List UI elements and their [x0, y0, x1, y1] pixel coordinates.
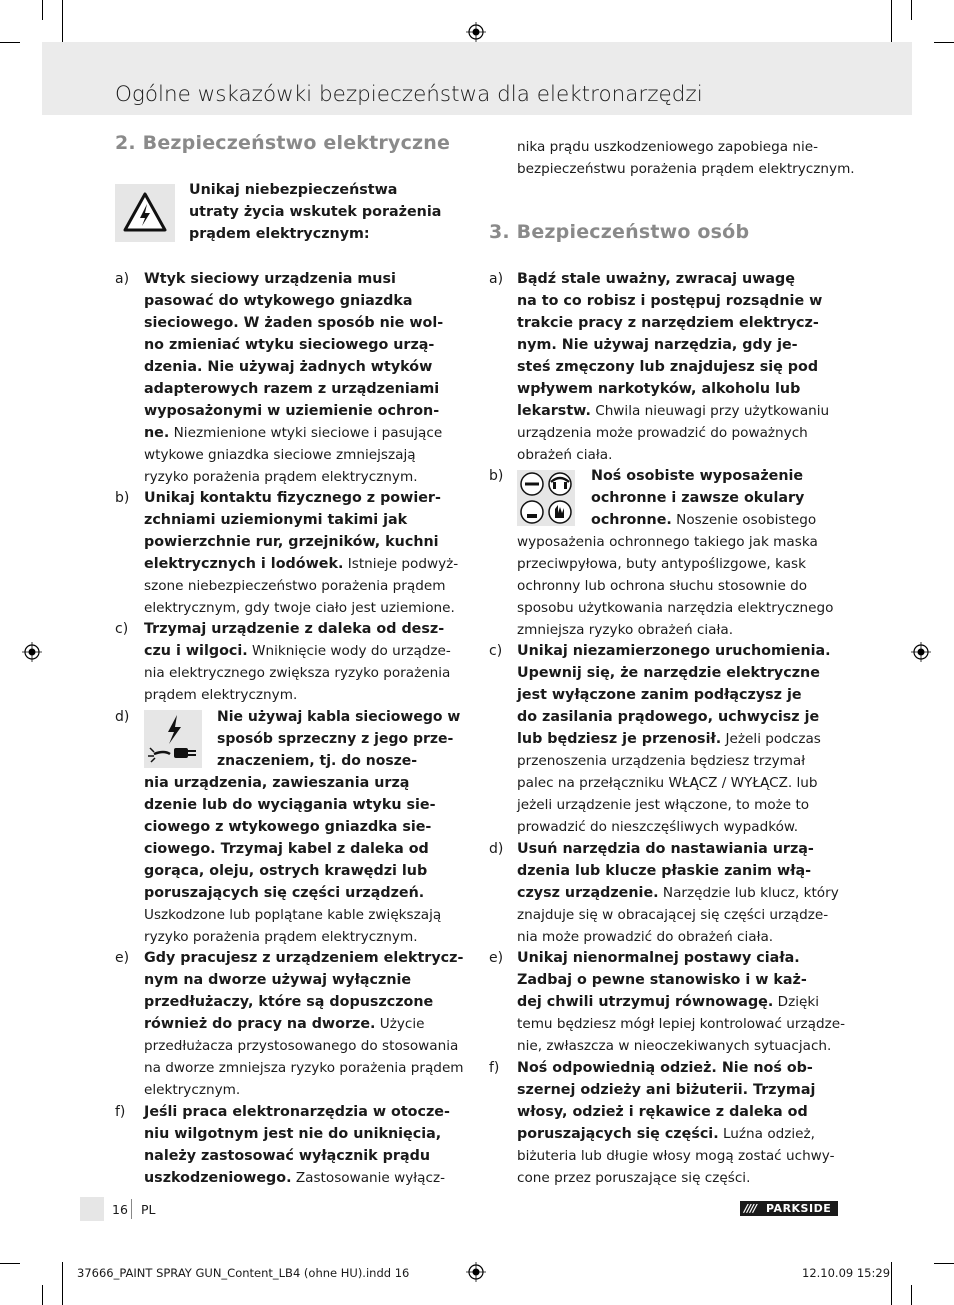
section-3-heading: 3. Bezpieczeństwo osób [489, 221, 750, 243]
text-bold: elektrycznych i lodówek. [144, 556, 344, 572]
text-line: sieciowego. W żaden sposób nie wol- [144, 315, 444, 331]
text-line: steś zmęczony lub znajdujesz się pod [517, 359, 819, 375]
text-line: Bądź stale uważny, zwracaj uwagę [517, 271, 795, 287]
section-2-heading: 2. Bezpieczeństwo elektryczne [115, 132, 451, 154]
text-line: należy zastosować wyłącznik prądu [144, 1148, 431, 1164]
text-line: adapterowych razem z urządzeniami [144, 381, 440, 397]
sec2-item-b [144, 487, 458, 619]
crop-mark [911, 0, 912, 20]
sec3-item-b-icon-text [591, 465, 816, 531]
page-title: Ogólne wskazówki bezpieczeństwa dla elektronarzędzi [115, 82, 703, 107]
registration-mark-icon [466, 1262, 486, 1282]
crop-mark [891, 1262, 892, 1305]
text-line: Noś odpowiednią odzież. Nie noś ob- [517, 1060, 813, 1076]
text-line: ryzyko porażenia prądem elektrycznym. [144, 469, 418, 485]
text-normal: Chwila nieuwagi przy użytkowaniu [590, 403, 830, 419]
text-line: powierzchnie rur, grzejników, kuchni [144, 534, 439, 550]
page-number-box [80, 1197, 104, 1221]
text-normal: Luźna odzież, [718, 1126, 815, 1142]
text-normal: Dzięki [773, 994, 820, 1010]
text-line: zmniejsza ryzyko obrażeń ciała. [517, 622, 734, 638]
text-line: pasować do wtykowego gniazdka [144, 293, 413, 309]
item-label: d) [115, 709, 130, 725]
text-line: biżuteria lub długie włosy mogą zostać uchwy- [517, 1148, 835, 1164]
text-line: nym na dworze używaj wyłącznie [144, 972, 412, 988]
text-line: wyposażonymi w uziemienie ochron- [144, 403, 440, 419]
item-label: e) [115, 950, 130, 966]
text-line: nie, zwłaszcza w nieoczekiwanych sytuacjach. [517, 1038, 832, 1054]
text-line: ochronne i zawsze okulary [591, 490, 805, 506]
text-bold: ne. [144, 425, 170, 441]
text-line: Noś osobiste wyposażenie [591, 468, 804, 484]
warning-icon-box [115, 184, 175, 242]
crop-mark [0, 1263, 20, 1264]
text-line: Uszkodzone lub poplątane kable zwiększają [144, 907, 442, 923]
cable-warning-icon-box [144, 710, 202, 768]
text-line: Unikaj nienormalnej postawy ciała. [517, 950, 800, 966]
text-line: trakcie pracy z narzędziem elektrycz- [517, 315, 819, 331]
text-normal: Narzędzie lub klucz, który [658, 885, 839, 901]
text-bold: czu i wilgoci. [144, 643, 248, 659]
text-line: nia elektrycznego zwiększa ryzyko porażenia [144, 665, 451, 681]
text-line: szone niebezpieczeństwo porażenia prądem [144, 578, 446, 594]
text-bold: uszkodzeniowego. [144, 1170, 292, 1186]
item-label: a) [115, 271, 130, 287]
sec3-item-f [517, 1057, 835, 1189]
damaged-cable-icon [144, 710, 202, 768]
text-line: przedłużacza przystosowanego do stosowania [144, 1038, 459, 1054]
ppe-icon-box [517, 470, 575, 526]
text-line: Unikaj niezamierzonego uruchomienia. [517, 643, 831, 659]
page-number: 16 [112, 1202, 128, 1217]
text-line: nia może prowadzić do obrażeń ciała. [517, 929, 774, 945]
text-normal: Wniknięcie wody do urządze- [247, 643, 451, 659]
warning-line: utraty życia wskutek porażenia [189, 204, 442, 220]
crop-mark [891, 0, 892, 44]
registration-mark-icon [911, 642, 931, 662]
text-bold: ochronne. [591, 512, 672, 528]
text-bold: również do pracy na dworze. [144, 1016, 376, 1032]
crop-mark [42, 0, 43, 20]
text-line: sposobu użytkowania narzędzia elektrycznego [517, 600, 834, 616]
footer-divider [131, 1199, 132, 1219]
registration-mark-icon [466, 22, 486, 42]
text-normal: Noszenie osobistego [671, 512, 817, 528]
text-line: przenoszenia urządzenia będziesz trzymał [517, 753, 806, 769]
text-line: no zmieniać wtyku sieciowego urzą- [144, 337, 435, 353]
item-label: b) [489, 468, 504, 484]
text-line: elektrycznym, gdy twoje ciało jest uziemione. [144, 600, 455, 616]
text-line: wpływem narkotyków, alkoholu lub [517, 381, 801, 397]
text-line: urządzenia może prowadzić do poważnych [517, 425, 808, 441]
text-line: Unikaj kontaktu fizycznego z powier- [144, 490, 441, 506]
text-line: jest wyłączone zanim podłączysz je [517, 687, 802, 703]
sec2-item-a [144, 268, 443, 488]
text-line: dzenie lub do wyciągania wtyku sie- [144, 797, 436, 813]
text-line: na to co robisz i postępuj rozsądnie w [517, 293, 823, 309]
crop-mark [0, 42, 20, 43]
text-line: obrażeń ciała. [517, 447, 613, 463]
item-label: e) [489, 950, 504, 966]
sec3-item-e [517, 947, 845, 1057]
registration-mark-icon [22, 642, 42, 662]
text-line: do zasilania prądowego, uchwycisz je [517, 709, 820, 725]
sec3-item-a [517, 268, 829, 466]
text-line: na dworze zmniejsza ryzyko porażenia prądem [144, 1060, 464, 1076]
text-line: Jeśli praca elektronarzędzia w otocze- [144, 1104, 450, 1120]
text-line: niu wilgotnym jest nie do uniknięcia, [144, 1126, 442, 1142]
text-bold: dej chwili utrzymuj równowagę. [517, 994, 774, 1010]
text-line: Nie używaj kabla sieciowego w [217, 709, 461, 725]
continued-text [517, 136, 855, 180]
text-normal: Użycie [375, 1016, 425, 1032]
text-normal: Zastosowanie wyłącz- [291, 1170, 445, 1186]
item-label: b) [115, 490, 130, 506]
print-date: 12.10.09 15:29 [802, 1266, 891, 1280]
logo-stripes-icon: //// [744, 1202, 757, 1215]
text-line: szernej odzieży ani biżuterii. Trzymaj [517, 1082, 816, 1098]
text-line: Usuń narzędzia do nastawiania urzą- [517, 841, 814, 857]
crop-mark [62, 0, 63, 44]
text-line: nia urządzenia, zawieszania urzą [144, 775, 410, 791]
text-line: przeciwpyłowa, buty antypoślizgowe, kask [517, 556, 806, 572]
text-line: znaczeniem, tj. do nosze- [217, 753, 418, 769]
logo-text: PARKSIDE [766, 1202, 832, 1215]
text-line: Gdy pracujesz z urządzeniem elektrycz- [144, 950, 464, 966]
text-line: Trzymaj urządzenie z daleka od desz- [144, 621, 445, 637]
text-line: bezpieczeństwu porażenia prądem elektrycznym. [517, 161, 855, 177]
text-line: włosy, odzież i rękawice z daleka od [517, 1104, 808, 1120]
text-line: dzenia. Nie używaj żadnych wtyków [144, 359, 433, 375]
text-line: dzenia lub klucze płaskie zanim włą- [517, 863, 812, 879]
text-line: Zadbaj o pewne stanowisko i w każ- [517, 972, 807, 988]
text-line: prądem elektrycznym. [144, 687, 298, 703]
text-line: palec na przełączniku WŁĄCZ / WYŁĄCZ. lub [517, 775, 818, 791]
text-line: ryzyko porażenia prądem elektrycznym. [144, 929, 418, 945]
item-label: f) [489, 1060, 500, 1076]
text-bold: lub będziesz je przenosił. [517, 731, 722, 747]
item-label: c) [115, 621, 129, 637]
item-label: c) [489, 643, 503, 659]
text-line: prowadzić do nieszczęśliwych wypadków. [517, 819, 799, 835]
warning-line: Unikaj niebezpieczeństwa [189, 182, 398, 198]
sec3-item-b [517, 531, 833, 641]
text-bold: lekarstw. [517, 403, 591, 419]
sec2-item-d-icon-text [217, 706, 460, 772]
protective-equipment-icon [517, 470, 575, 526]
text-line: poruszających się części urządzeń. [144, 885, 425, 901]
text-line: wyposażenia ochronnego takiego jak maska [517, 534, 818, 550]
sec2-item-f [144, 1101, 450, 1189]
text-line: nym. Nie używaj narzędzia, gdy je- [517, 337, 798, 353]
warning-text [189, 179, 441, 245]
text-normal: Jeżeli podczas [721, 731, 821, 747]
text-line: ciowego. Trzymaj kabel z daleka od [144, 841, 429, 857]
text-line: przedłużaczy, które są dopuszczone [144, 994, 434, 1010]
text-line: wtykowe gniazdka sieciowe zmniejszają [144, 447, 416, 463]
text-line: jeżeli urządzenie jest włączone, to może to [517, 797, 810, 813]
sec2-item-c [144, 618, 451, 706]
language-code: PL [141, 1202, 156, 1217]
text-normal: Istnieje podwyż- [343, 556, 459, 572]
text-line: cone przez poruszające się części. [517, 1170, 751, 1186]
sec3-item-c [517, 640, 831, 838]
text-line: zchniami uziemionymi takimi jak [144, 512, 408, 528]
text-line: ciowego z wtykowego gniazdka sie- [144, 819, 432, 835]
text-line: elektrycznym. [144, 1082, 241, 1098]
electric-warning-icon [115, 184, 175, 242]
text-bold: poruszających się części. [517, 1126, 719, 1142]
text-line: znajduje się w obracającej się części urządze- [517, 907, 829, 923]
text-line: ochronny lub ochrona słuchu stosownie do [517, 578, 808, 594]
crop-mark [62, 1262, 63, 1305]
parkside-logo [740, 1201, 838, 1216]
sec2-item-d [144, 772, 441, 948]
crop-mark [911, 1285, 912, 1305]
sec3-item-d [517, 838, 839, 948]
text-bold: czysz urządzenie. [517, 885, 659, 901]
text-line: temu będziesz mógł lepiej kontrolować urządze- [517, 1016, 845, 1032]
item-label: f) [115, 1104, 126, 1120]
text-line: gorąca, oleju, ostrych krawędzi lub [144, 863, 428, 879]
crop-mark [934, 42, 954, 43]
text-normal: Niezmienione wtyki sieciowe i pasujące [169, 425, 443, 441]
text-line: sposób sprzeczny z jego prze- [217, 731, 454, 747]
crop-mark [42, 1285, 43, 1305]
text-line: Upewnij się, że narzędzie elektryczne [517, 665, 820, 681]
warning-line: prądem elektrycznym: [189, 226, 370, 242]
crop-mark [934, 1263, 954, 1264]
text-line: Wtyk sieciowy urządzenia musi [144, 271, 396, 287]
item-label: a) [489, 271, 504, 287]
file-info: 37666_PAINT SPRAY GUN_Content_LB4 (ohne HU).indd 16 [77, 1266, 410, 1280]
sec2-item-e [144, 947, 464, 1101]
item-label: d) [489, 841, 504, 857]
text-line: nika prądu uszkodzeniowego zapobiega nie- [517, 139, 819, 155]
